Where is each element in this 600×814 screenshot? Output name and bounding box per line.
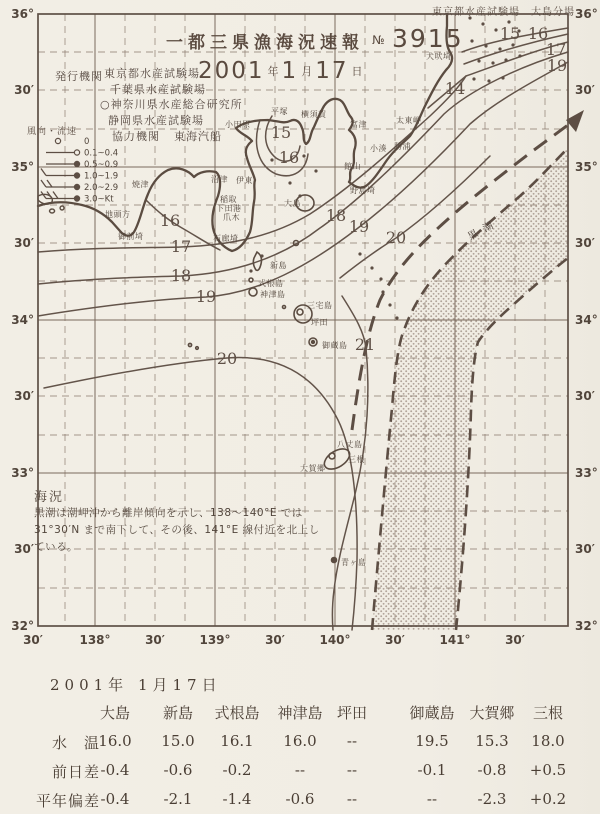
legend-vector-barb <box>47 180 52 187</box>
aogashima-island <box>332 558 337 563</box>
station-dot <box>484 44 487 47</box>
kuroshio-current-label: 黒潮 <box>466 216 502 243</box>
table-cell: -0.4 <box>100 761 130 779</box>
place-label: 太東岬 <box>396 116 422 125</box>
lon-axis-label: 30′ <box>385 633 405 647</box>
station-dot <box>381 290 384 293</box>
place-label: 地頭方 <box>105 210 131 219</box>
date-year: 2001 <box>198 58 265 84</box>
place-label: 小田原 <box>225 120 251 129</box>
sea-condition-note <box>34 486 320 556</box>
lat-axis-label-right: 30′ <box>575 542 595 556</box>
table-cell: -0.6 <box>163 761 193 779</box>
place-label: 富津 <box>350 120 367 129</box>
legend-title: 風向・流速 <box>27 127 78 137</box>
lat-axis-label-left: 35° <box>11 160 34 174</box>
table-cell: +0.5 <box>529 761 567 779</box>
sea-condition-line: 黒潮は潮岬沖から離岸傾向を示し、138〜140°E では <box>34 507 303 519</box>
place-label: 三宅島 <box>307 301 333 310</box>
legend-speed-symbol-icon <box>74 196 79 201</box>
station-dot <box>487 79 490 82</box>
date-month: 1 <box>281 58 299 84</box>
place-label: 沼津 <box>211 175 228 184</box>
kozushima-island <box>249 288 257 296</box>
legend-item-label: 0.1~0.4 <box>84 148 119 159</box>
table-cell: 15.3 <box>475 732 509 750</box>
issuer-line: 静岡県水産試験場 <box>108 113 204 127</box>
kuroshio-current-band <box>372 148 568 630</box>
legend-vector-barb <box>41 169 46 176</box>
table-date: 2001年 1月17日 <box>50 676 222 694</box>
temperature-table <box>0 662 600 814</box>
place-label: 下田港 <box>216 204 242 213</box>
station-dot <box>481 22 484 25</box>
lat-axis-label-left: 30′ <box>14 542 34 556</box>
place-label: 式根島 <box>258 279 284 288</box>
table-cell: 15.0 <box>161 732 195 750</box>
date-day-kanji: 日 <box>351 65 363 78</box>
isotherm-label-14: 14 <box>444 79 466 98</box>
place-label: 伊東 <box>236 176 253 185</box>
legend-speed-symbol-icon <box>55 138 60 143</box>
isotherm-label-15: 15 <box>270 123 292 142</box>
report-number: 3915 <box>392 24 464 53</box>
table-cell: -0.1 <box>417 761 447 779</box>
place-label: 八丈島 <box>337 440 363 449</box>
isotherm-label-15: 15 <box>499 24 521 43</box>
place-label: 御前埼 <box>118 232 144 241</box>
table-column-header: 三根 <box>532 704 564 722</box>
station-dot <box>518 54 521 57</box>
shikinejima-island <box>249 278 253 282</box>
station-dot <box>494 28 497 31</box>
table-cell: 19.5 <box>415 732 449 750</box>
legend-speed-symbol-icon <box>74 150 79 155</box>
date-day: 17 <box>315 58 349 84</box>
isotherm-label-17: 17 <box>170 237 192 256</box>
islet <box>196 347 199 350</box>
lat-axis-label-right: 30′ <box>575 83 595 97</box>
table-cell: -2.3 <box>477 790 507 808</box>
table-cell: -- <box>426 790 438 808</box>
miyakejima-station-icon <box>297 309 303 315</box>
lon-axis-label: 138° <box>79 633 111 647</box>
place-label: 坪田 <box>311 318 328 327</box>
station-dot <box>477 59 480 62</box>
legend-item-label: 0 <box>84 137 90 147</box>
lat-axis-label-left: 33° <box>11 466 34 480</box>
station-dot <box>501 76 504 79</box>
hachijojima-station-icon <box>329 453 335 459</box>
table-column-header: 大賀郷 <box>469 704 515 722</box>
cooperation-line <box>112 128 222 144</box>
table-cell: 16.0 <box>98 732 132 750</box>
legend-vector-barb <box>41 180 46 187</box>
table-column-header: 大島 <box>99 704 131 722</box>
isotherm-label-20: 20 <box>385 228 407 247</box>
issuer-line: 東京都水産試験場 <box>104 67 200 80</box>
issuer-line: 千葉県水産試験場 <box>110 82 206 96</box>
lat-axis-label-right: 33° <box>575 466 598 480</box>
station-dot <box>260 254 263 257</box>
sea-condition-title: 海況 <box>34 490 65 505</box>
isotherm-label-16: 16 <box>159 211 181 230</box>
lon-axis-label: 30′ <box>23 633 43 647</box>
station-dot <box>298 194 301 197</box>
lat-axis-label-right: 35° <box>575 160 598 174</box>
lat-axis-label-right: 30′ <box>575 389 595 403</box>
station-dot <box>270 158 273 161</box>
place-label: 稲取 <box>220 195 237 204</box>
legend-speed-symbol-icon <box>74 173 79 178</box>
station-dot <box>491 61 494 64</box>
table-cell: -0.2 <box>222 761 252 779</box>
isotherm-label-17: 17 <box>545 40 567 59</box>
table-cell: -1.4 <box>222 790 252 808</box>
table-column-header: 新島 <box>162 704 194 722</box>
lat-axis-label-right: 36° <box>575 7 598 21</box>
table-cell: -- <box>346 761 358 779</box>
station-dot <box>288 181 291 184</box>
issuer-line: ○神奈川県水産総合研究所 <box>100 98 243 111</box>
lon-axis-label: 30′ <box>505 633 525 647</box>
place-label: 館山 <box>344 162 361 171</box>
sea-condition-line: 31°30′N まで南下して、その後、141°E 線付近を北上し <box>34 524 320 536</box>
lon-axis-label: 30′ <box>145 633 165 647</box>
legend-vector-barb <box>53 192 58 199</box>
place-label: 平塚 <box>271 107 288 116</box>
place-label: 犬吠埼 <box>426 52 452 61</box>
islet <box>188 343 191 346</box>
place-label: 青ヶ島 <box>341 558 367 567</box>
date-year-kanji: 年 <box>267 65 279 78</box>
islet <box>283 306 286 309</box>
place-label: 神津島 <box>260 290 286 299</box>
station-dot <box>302 154 305 157</box>
report-number-symbol: № <box>372 33 385 47</box>
place-label: 大賀郷 <box>300 464 326 473</box>
lat-axis-label-left: 36° <box>11 7 34 21</box>
lat-axis-label-right: 30′ <box>575 236 595 250</box>
lat-axis-label-left: 30′ <box>14 236 34 250</box>
table-column-header: 御蔵島 <box>409 704 455 722</box>
lat-axis-label-left: 32° <box>11 619 34 633</box>
station-dot <box>370 266 373 269</box>
mikurajima-station-icon <box>312 341 315 344</box>
cooperation-label: 協力機関 <box>112 130 160 143</box>
place-label: 野島埼 <box>350 186 376 195</box>
isotherm-label-18: 18 <box>325 206 347 225</box>
isotherm-label-16: 16 <box>527 24 549 43</box>
table-cell: -- <box>294 761 306 779</box>
legend-item-label: 2.0~2.9 <box>84 183 119 193</box>
station-dot <box>379 277 382 280</box>
table-row-label: 前日差 <box>51 763 100 781</box>
station-dot <box>472 77 475 80</box>
table-row-label: 水 温 <box>51 734 100 752</box>
table-cell: -- <box>346 790 358 808</box>
station-dot <box>504 58 507 61</box>
station-dot <box>314 169 317 172</box>
report-title: 一都三県漁海況速報 <box>166 33 364 53</box>
lon-axis-label: 141° <box>439 633 471 647</box>
table-cell: -0.4 <box>100 790 130 808</box>
lon-axis-label: 30′ <box>265 633 285 647</box>
table-cell: -0.8 <box>477 761 507 779</box>
station-dot <box>249 269 252 272</box>
station-dot <box>511 43 514 46</box>
issuers-label: 発行機関 <box>55 70 103 83</box>
place-label: 勝浦 <box>394 142 411 151</box>
place-label: 御蔵島 <box>322 341 348 350</box>
place-label: 横須賀 <box>301 110 327 119</box>
place-label: 三根 <box>348 455 365 464</box>
place-label: 大島 <box>284 199 301 208</box>
current-speed-legend-symbols <box>41 137 118 205</box>
lat-axis-label-left: 30′ <box>14 83 34 97</box>
lat-axis-label-left: 30′ <box>14 389 34 403</box>
lat-axis-label-right: 34° <box>575 313 598 327</box>
isotherm-label-21: 21 <box>354 335 376 354</box>
lon-axis-label: 140° <box>319 633 351 647</box>
legend-item-label: 0.5~0.9 <box>84 160 119 170</box>
place-label: 爪木 <box>223 213 240 222</box>
legend-speed-symbol-icon <box>74 184 79 189</box>
place-label: 小湊 <box>370 144 387 153</box>
lat-axis-label-left: 34° <box>11 313 34 327</box>
legend-item-label: 1.0~1.9 <box>84 171 119 182</box>
table-column-header: 神津島 <box>277 704 323 722</box>
isotherm-label-20: 20 <box>216 349 238 368</box>
issuing-agency-branch: 東京都水産試験場 大島分場 <box>432 7 575 18</box>
lat-axis-label-right: 32° <box>575 619 598 633</box>
isotherm-label-19: 19 <box>348 217 370 236</box>
table-cell: -0.6 <box>285 790 315 808</box>
station-dot <box>498 47 501 50</box>
isotherm-label-18: 18 <box>170 266 192 285</box>
station-dot <box>395 316 398 319</box>
table-row-label: 平年偏差 <box>35 792 100 810</box>
date-month-kanji: 月 <box>301 65 313 78</box>
table-column-header: 坪田 <box>336 704 368 722</box>
station-dot <box>358 252 361 255</box>
station-dot <box>470 39 473 42</box>
table-cell: -- <box>346 732 358 750</box>
legend-item-label: 3.0~Kt <box>84 194 114 205</box>
place-label: 新島 <box>270 261 287 270</box>
table-cell: 16.0 <box>283 732 317 750</box>
isotherm-label-19: 19 <box>195 287 217 306</box>
station-dot <box>388 303 391 306</box>
sea-condition-line: ている。 <box>34 541 78 553</box>
isotherm-label-16: 16 <box>278 148 300 167</box>
place-label: 石廊埼 <box>213 234 239 243</box>
legend-speed-symbol-icon <box>74 161 79 166</box>
issuers-list <box>100 66 243 128</box>
table-cell: -2.1 <box>163 790 193 808</box>
table-cell: 18.0 <box>531 732 565 750</box>
isotherm-label-19: 19 <box>546 56 568 75</box>
table-cell: 16.1 <box>220 732 254 750</box>
cooperation-value: 東海汽船 <box>174 130 222 143</box>
lon-axis-label: 139° <box>199 633 231 647</box>
place-label: 焼津 <box>132 180 149 189</box>
table-column-header: 式根島 <box>214 704 260 722</box>
table-cell: +0.2 <box>529 790 567 808</box>
